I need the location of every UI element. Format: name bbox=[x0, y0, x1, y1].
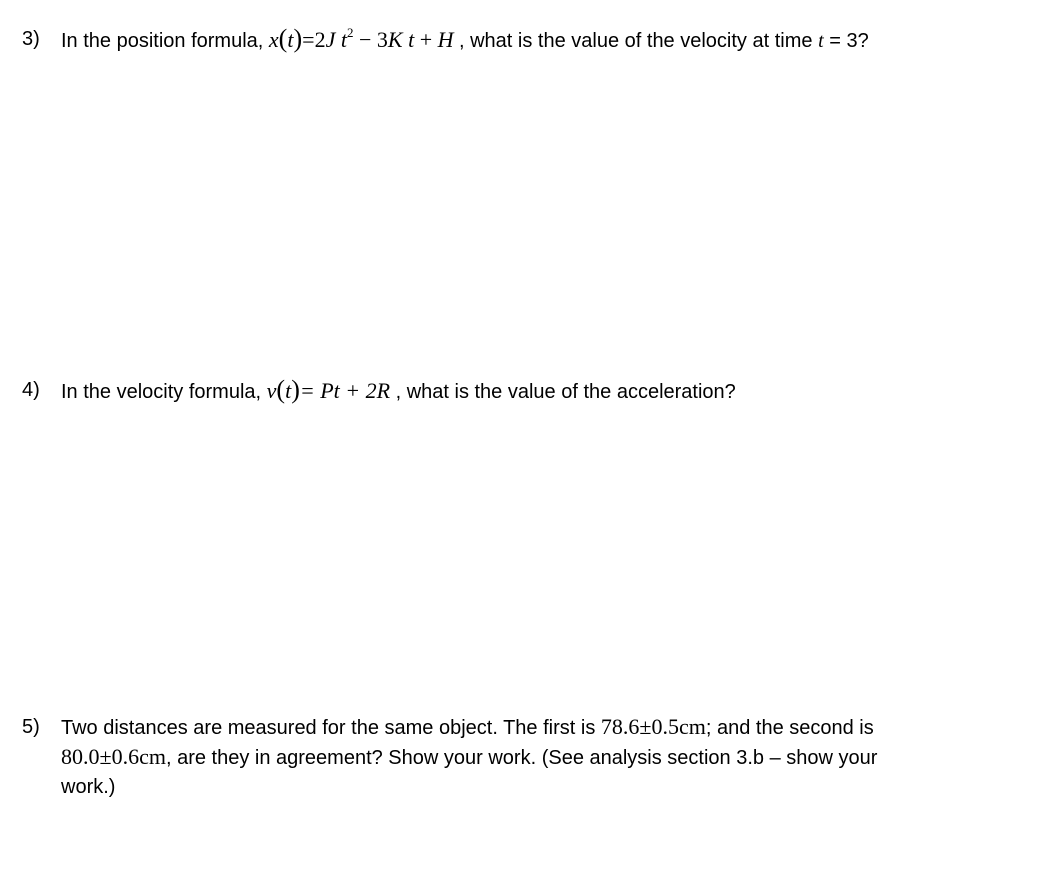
formula-term: − 3 bbox=[353, 27, 388, 52]
formula-arg: t bbox=[287, 27, 294, 52]
question-text bbox=[61, 375, 1021, 405]
question-suffix: , what is the value of the velocity at time bbox=[459, 30, 813, 52]
question-prefix: In the velocity formula, bbox=[61, 381, 262, 403]
formula-fn: v bbox=[266, 378, 277, 403]
formula-rhs bbox=[314, 24, 454, 52]
measurement-1: 78.6±0.5cm bbox=[600, 714, 706, 739]
formula-term: H bbox=[437, 27, 454, 52]
formula-arg: t bbox=[285, 378, 292, 403]
question-text bbox=[61, 712, 1021, 802]
question-number: 5) bbox=[22, 716, 40, 738]
formula-term: J bbox=[325, 27, 336, 52]
question-line-1-end: ; and the second is bbox=[705, 717, 874, 739]
question-line-1: Two distances are measured for the same object. The first is bbox=[61, 717, 596, 739]
question-suffix: , what is the value of the acceleration? bbox=[395, 381, 736, 403]
formula-rhs: = Pt + 2R bbox=[299, 378, 391, 403]
velocity-formula: v(t)= Pt + 2R bbox=[266, 375, 391, 404]
formula-term: K bbox=[387, 27, 403, 52]
question-line-2: , are they in agreement? Show your work. (See analysis section 3.b – show your bbox=[165, 747, 878, 769]
formula-term: t bbox=[402, 27, 415, 52]
question-number: 4) bbox=[22, 379, 40, 401]
formula-term: + bbox=[414, 27, 438, 52]
position-formula: x(t)=2J $t^2 - 3K$ t + H bbox=[268, 24, 454, 53]
time-value: = 3? bbox=[829, 30, 869, 52]
measurement-2: 80.0±0.6cm bbox=[61, 744, 166, 769]
question-number: 3) bbox=[22, 28, 40, 50]
question-text bbox=[61, 24, 1021, 54]
formula-fn: x bbox=[268, 27, 279, 52]
formula-term: 2 bbox=[314, 27, 326, 52]
question-line-3: work.) bbox=[61, 776, 116, 798]
time-variable: t bbox=[818, 30, 824, 52]
formula-term: t bbox=[335, 27, 347, 52]
question-prefix: In the position formula, bbox=[61, 30, 264, 52]
formula-term: 2 bbox=[346, 24, 354, 40]
